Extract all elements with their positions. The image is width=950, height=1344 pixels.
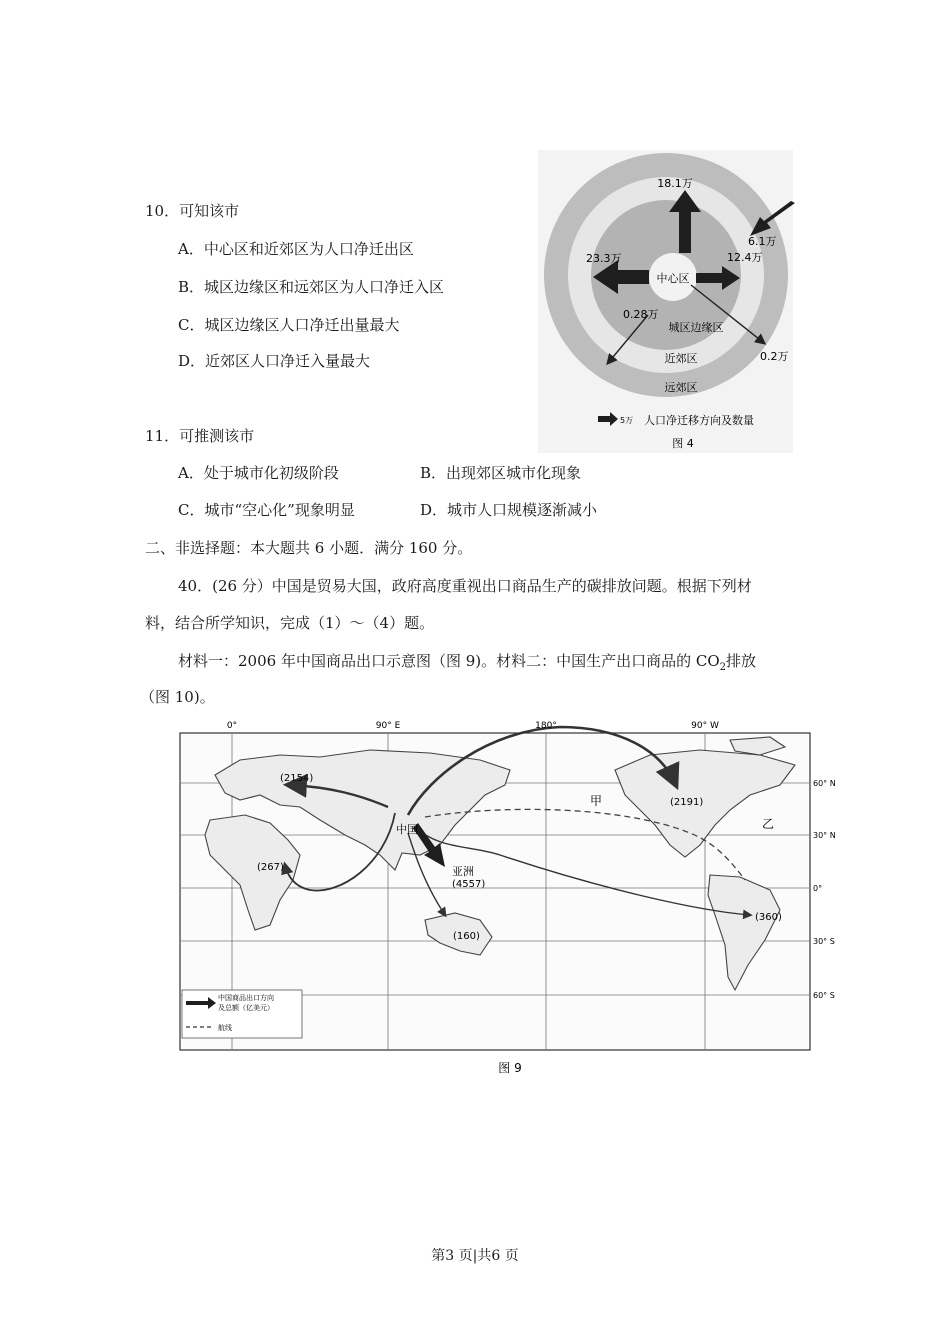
figure-9-caption: 图 9: [498, 1061, 522, 1075]
legend-export-line1: 中国商品出口方向: [218, 994, 274, 1002]
q11-option-a: A．处于城市化初级阶段: [178, 464, 339, 482]
page-footer: 第3 页|共6 页: [431, 1248, 519, 1264]
label-asia: 亚洲: [452, 865, 474, 878]
q11-option-d: D．城市人口规模逐渐减小: [420, 501, 598, 519]
section-heading: 二、非选择题：本大题共 6 小题．满分 160 分。: [145, 539, 473, 557]
label-china: 中国: [396, 823, 418, 836]
lon-90w: 90° W: [691, 721, 719, 731]
label-0-2: 0.2万: [760, 350, 789, 363]
q11-option-c: C．城市“空心化”现象明显: [178, 501, 355, 519]
lon-0: 0°: [226, 721, 238, 731]
value-oceania: (160): [453, 931, 480, 942]
figure-4-caption: 图 4: [672, 437, 694, 450]
q40-line4: （图 10)。: [140, 688, 215, 706]
co2-subscript: 2: [719, 662, 727, 673]
q40-line2: 料，结合所学知识，完成（1）～（4）题。: [145, 614, 435, 632]
label-6-1: 6.1万: [748, 235, 777, 248]
label-near-suburb: 近郊区: [664, 352, 698, 365]
lat-60n: 60° N: [813, 779, 836, 788]
q11-stem: 11．可推测该市: [145, 427, 255, 445]
legend-export-line2: 及总额（亿美元）: [218, 1004, 274, 1012]
label-0-28: 0.28万: [623, 308, 659, 321]
label-far-suburb: 远郊区: [664, 381, 698, 394]
label-urban-edge: 城区边缘区: [668, 321, 724, 334]
legend-text: 人口净迁移方向及数量: [644, 414, 754, 427]
lon-180: 180°: [535, 721, 557, 731]
q11-option-b: B．出现郊区城市化现象: [420, 464, 582, 482]
q40-line3: [178, 650, 756, 673]
label-12-4: 12.4万: [727, 251, 763, 264]
q40-line1: 40．(26 分）中国是贸易大国，政府高度重视出口商品生产的碳排放问题。根据下列材: [178, 577, 752, 595]
value-south-america: (360): [755, 912, 782, 923]
q10-option-a: A．中心区和近郊区为人口净迁出区: [178, 240, 414, 258]
q10-stem: 10．可知该市: [145, 202, 240, 220]
lat-60s: 60° S: [813, 991, 835, 1000]
legend-route-label: 航线: [218, 1024, 232, 1032]
label-jia: 甲: [590, 794, 603, 808]
value-north-america: (2191): [670, 797, 704, 808]
lon-90e: 90° E: [375, 721, 401, 731]
q40-line3a: 材料一：2006 年中国商品出口示意图（图 9)。材料二：中国生产出口商品的 CO: [178, 652, 720, 670]
label-18-1: 18.1万: [657, 177, 693, 190]
figure-4-city-migration: [538, 150, 793, 453]
label-yi: 乙: [762, 817, 775, 831]
lat-0: 0°: [813, 884, 823, 893]
q10-option-b: B．城区边缘区和远郊区为人口净迁入区: [178, 278, 445, 296]
value-asia: (4557): [452, 879, 486, 890]
lat-30n: 30° N: [813, 831, 836, 840]
legend-scale: 5万: [620, 416, 634, 425]
q10-option-c: C．城区边缘区人口净迁出量最大: [178, 316, 400, 334]
figure-9-export-map: [170, 715, 836, 1080]
label-center-zone: 中心区: [656, 272, 690, 285]
value-europe: (2154): [280, 773, 314, 784]
lat-30s: 30° S: [813, 937, 835, 946]
q40-line3b: 排放: [726, 652, 757, 670]
value-africa: (267): [257, 862, 284, 873]
q10-option-d: D．近郊区人口净迁入量最大: [178, 352, 371, 370]
label-23-3: 23.3万: [586, 252, 622, 265]
